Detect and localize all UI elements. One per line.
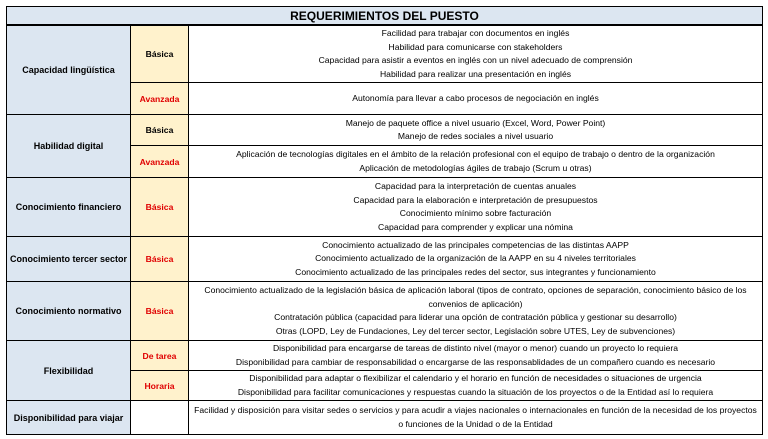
requirement-item: Manejo de paquete office a nivel usuario (Excel, Word, Power Point) bbox=[345, 117, 606, 128]
description-cell bbox=[189, 178, 763, 237]
requirement-item: Otras (LOPD, Ley de Fundaciones, Ley del tercer sector, Legislación sobre UTES, Ley de subvenciones) bbox=[275, 325, 676, 336]
requirement-row bbox=[7, 25, 763, 83]
requirement-row bbox=[7, 115, 763, 146]
requirement-item: Disponibilidad para facilitar comunicaciones y respuestas cuando la situación de los proyectos o de la Entidad así lo requiera bbox=[237, 386, 714, 397]
table-title: REQUERIMIENTOS DEL PUESTO bbox=[7, 7, 763, 26]
requirement-item: Conocimiento actualizado de la organización de la AAPP en su 4 niveles territoriales bbox=[315, 253, 636, 264]
requirement-item: Disponibilidad para cambiar de responsabilidad o encargarse de las responsablidades de un compañero cuando es necesario bbox=[235, 356, 716, 367]
level-cell bbox=[131, 401, 189, 435]
description-cell bbox=[189, 115, 763, 146]
level-cell: Básica bbox=[131, 178, 189, 237]
description-cell bbox=[189, 282, 763, 341]
requirement-item: Conocimiento actualizado de las principales redes del sector, sus integrantes y funcionamiento bbox=[295, 266, 656, 277]
description-cell bbox=[189, 371, 763, 401]
category-cell: Habilidad digital bbox=[7, 115, 131, 178]
level-cell: De tarea bbox=[131, 341, 189, 371]
requirement-row bbox=[7, 237, 763, 282]
requirement-item: Manejo de redes sociales a nivel usuario bbox=[397, 131, 554, 141]
requirement-item: Facilidad para trabajar con documentos en inglés bbox=[381, 28, 570, 38]
description-cell bbox=[189, 237, 763, 282]
requirement-item: Contratación pública (capacidad para liderar una opción de contratación pública y gestionar su desarrollo) bbox=[274, 312, 677, 322]
level-cell: Básica bbox=[131, 282, 189, 341]
category-cell: Conocimiento normativo bbox=[7, 282, 131, 341]
requirement-row bbox=[7, 282, 763, 341]
level-cell: Básica bbox=[131, 115, 189, 146]
category-cell: Conocimiento tercer sector bbox=[7, 237, 131, 282]
category-cell: Conocimiento financiero bbox=[7, 178, 131, 237]
requirement-row bbox=[7, 401, 763, 435]
category-cell: Flexibilidad bbox=[7, 341, 131, 401]
requirement-item: Conocimiento actualizado de las principales competencias de las distintas AAPP bbox=[322, 239, 629, 250]
level-cell: Avanzada bbox=[131, 83, 189, 115]
description-cell bbox=[189, 146, 763, 178]
requirement-item: Conocimiento mínimo sobre facturación bbox=[399, 208, 552, 218]
requirement-item: Aplicación de tecnologías digitales en el ámbito de la relación profesional con el equipo de trabajo o dentro de la organización bbox=[236, 149, 715, 159]
requirement-item: Habilidad para comunicarse con stakeholders bbox=[388, 41, 563, 52]
category-cell: Capacidad lingüística bbox=[7, 25, 131, 115]
requirement-item: Conocimiento actualizado de la legislación básica de aplicación laboral (tipos de contrato, opciones de separación, conocimiento básico de los convenios de aplicación) bbox=[204, 285, 747, 309]
level-cell: Básica bbox=[131, 237, 189, 282]
requirement-item: Aplicación de metodologías ágiles de trabajo (Scrum u otras) bbox=[359, 162, 592, 173]
description-cell bbox=[189, 401, 763, 435]
requirement-item: Disponibilidad para encargarse de tareas de distinto nivel (mayor o menor) cuando un proyecto lo requiera bbox=[272, 343, 679, 353]
requirement-item: Disponibilidad para adaptar o flexibilizar el calendario y el horario en función de necesidades o situaciones de urgencia bbox=[249, 373, 702, 383]
category-cell: Disponibilidad para viajar bbox=[7, 401, 131, 435]
requirement-row bbox=[7, 341, 763, 371]
requirement-item: Capacidad para la interpretación de cuentas anuales bbox=[374, 181, 577, 191]
requirements-table bbox=[6, 6, 763, 435]
requirement-item: Capacidad para la elaboración e interpretación de presupuestos bbox=[353, 194, 598, 205]
requirement-item: Habilidad para realizar una presentación en inglés bbox=[379, 68, 572, 79]
requirement-item: Autonomía para llevar a cabo procesos de negociación en inglés bbox=[352, 92, 599, 103]
title-row bbox=[7, 7, 763, 26]
description-cell bbox=[189, 83, 763, 115]
requirements-table-container bbox=[6, 6, 762, 435]
description-cell bbox=[189, 25, 763, 83]
requirement-item: Capacidad para comprender y explicar una nómina bbox=[378, 221, 573, 232]
requirement-item: Facilidad y disposición para visitar sedes o servicios y para acudir a viajes nacionales o internacionales en función de la necesidad de los proyectos o funciones de la Unidad o de la Entidad bbox=[194, 405, 757, 429]
level-cell: Básica bbox=[131, 25, 189, 83]
level-cell: Horaria bbox=[131, 371, 189, 401]
requirement-row bbox=[7, 178, 763, 237]
description-cell bbox=[189, 341, 763, 371]
requirement-item: Capacidad para asistir a eventos en inglés con un nivel adecuado de comprensión bbox=[318, 55, 633, 65]
level-cell: Avanzada bbox=[131, 146, 189, 178]
